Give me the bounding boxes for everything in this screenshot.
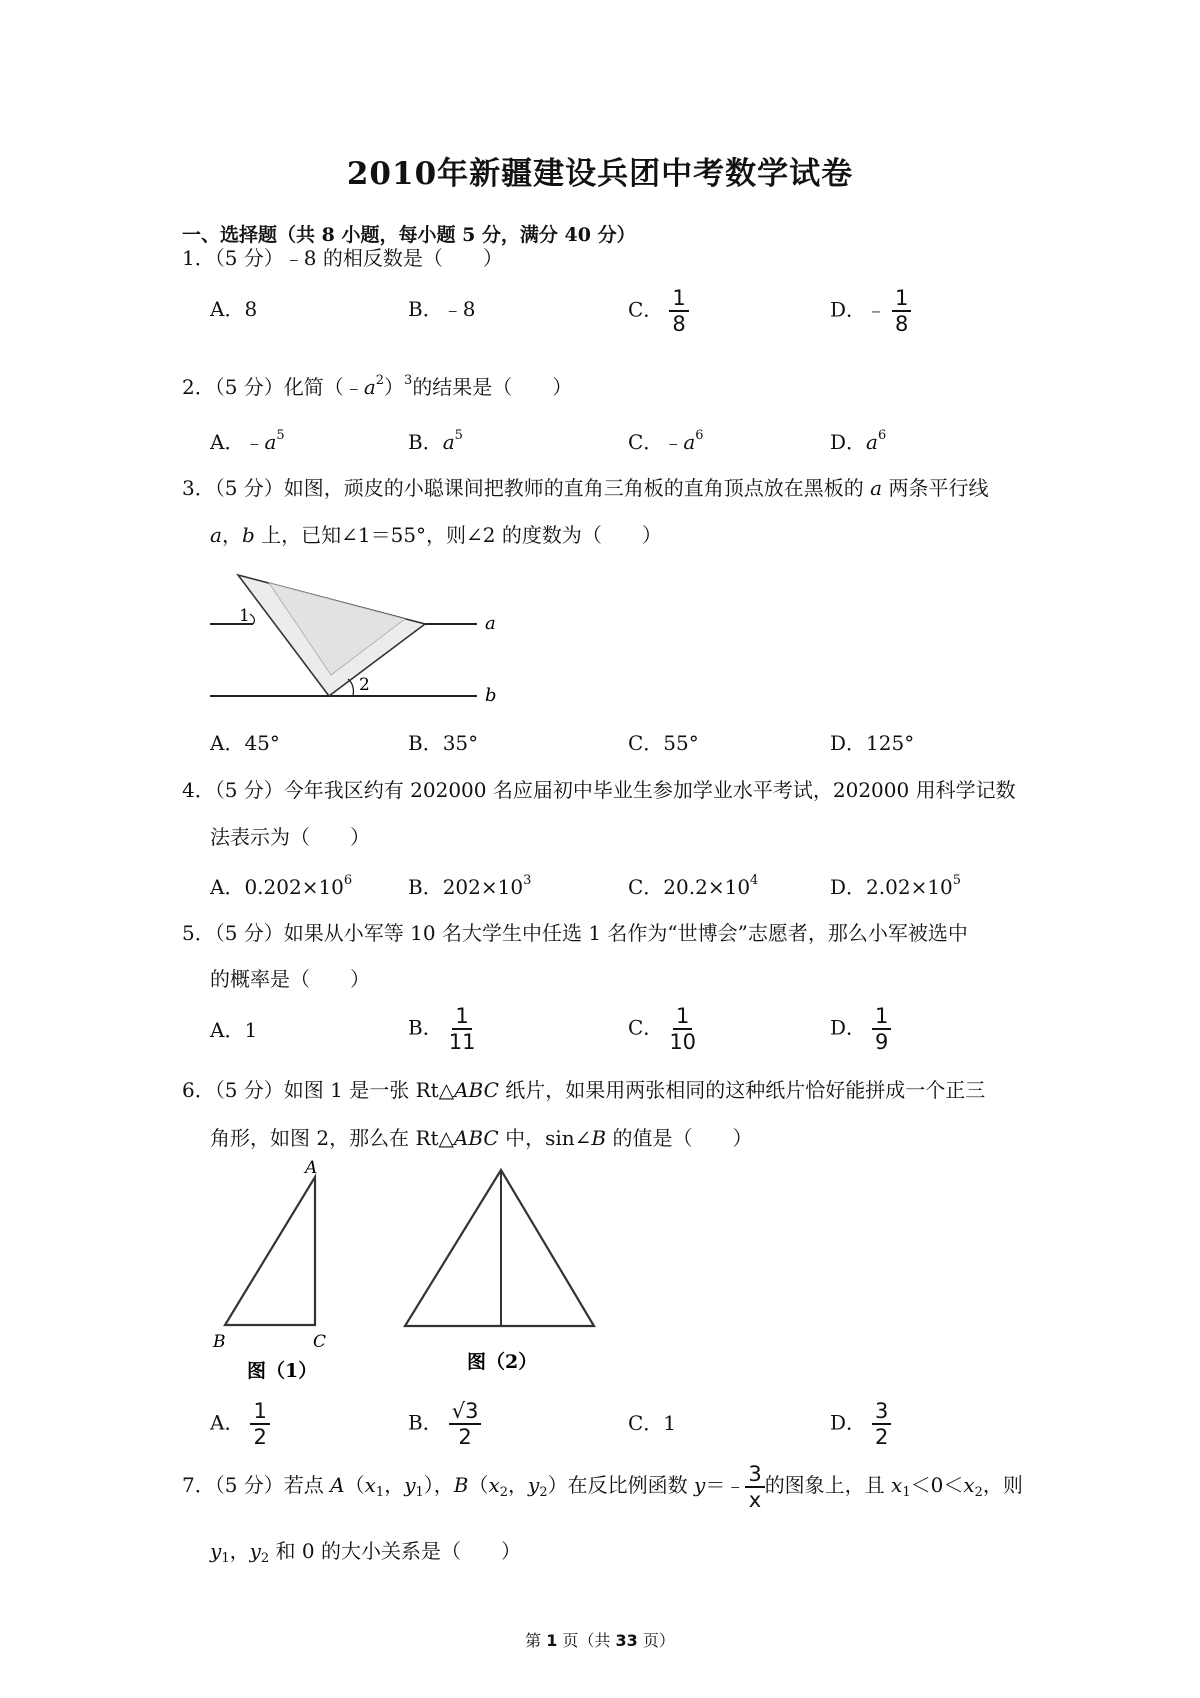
- section-heading: 一、选择题（共 8 小题，每小题 5 分，满分 40 分）: [182, 224, 636, 246]
- question-5-line-2: 的概率是（ ）: [210, 967, 370, 991]
- vertex-c-label: C: [313, 1332, 327, 1352]
- q4-option-a: A．$0.202\times 10^6$: [210, 873, 353, 899]
- question-4-line-2: 法表示为（ ）: [210, 825, 370, 849]
- page-title: 2010年新疆建设兵团中考数学试卷: [346, 156, 854, 192]
- q4-option-d: D．$2.02\times 10^5$: [830, 873, 962, 899]
- vertex-a-label: A: [305, 1158, 318, 1178]
- q3-option-c: C．55°: [628, 731, 699, 755]
- q6-option-a: A． $\frac{1}{2}$: [210, 1400, 270, 1448]
- question-6-line-1: 6．（5 分）如图 1 是一张 Rt△ABC 纸片，如果用两张相同的这种纸片恰好能拼成一个正三: [182, 1078, 986, 1102]
- q1-option-c: C． $\frac{1}{8}$: [628, 287, 689, 335]
- fraction: $\frac{1}{2}$: [250, 1400, 269, 1448]
- q2-option-c: C．$﹣a^6$: [628, 428, 704, 454]
- q2-option-b: B．$a^5$: [408, 428, 463, 454]
- page-footer: 第 1 页（共 33 页）: [525, 1631, 675, 1650]
- q5-option-b: B． $\frac{1}{11}$: [408, 1004, 476, 1054]
- question-2-stem: 2．（5 分）化简$(﹣a^2)^3$的结果是（ ）: [182, 373, 573, 399]
- figure-1-caption: 图（1）: [247, 1360, 318, 1382]
- line-a-label: a: [485, 613, 496, 634]
- question-6-line-2: 角形，如图 2，那么在 Rt△ABC 中，sin∠B 的值是（ ）: [210, 1126, 753, 1150]
- question-3-line-1: 3．（5 分）如图，顽皮的小聪课间把教师的直角三角板的直角顶点放在黑板的 a 两条平行线: [182, 476, 989, 500]
- q2-option-a: A．$﹣a^5$: [210, 428, 285, 454]
- q3-option-a: A．45°: [210, 731, 280, 755]
- q6-option-b: B． $\frac{√3}{2}$: [408, 1400, 481, 1448]
- line-b-label: b: [485, 685, 497, 706]
- fraction: $\frac{1}{11}$: [448, 1004, 476, 1054]
- vertex-b-label: B: [213, 1332, 226, 1352]
- q4-option-c: C．$20.2\times 10^4$: [628, 873, 759, 899]
- q1-option-b: B．﹣8: [408, 297, 476, 321]
- question-4-line-1: 4．（5 分）今年我区约有 202000 名应届初中毕业生参加学业水平考试，202000 用科学记数: [182, 778, 1016, 802]
- question-5-line-1: 5．（5 分）如果从小军等 10 名大学生中任选 1 名作为“世博会”志愿者，那么小军被选中: [182, 921, 968, 945]
- q3-option-b: B．35°: [408, 731, 479, 755]
- q6-option-d: D． $\frac{3}{2}$: [830, 1400, 891, 1448]
- angle-2-label: 2: [359, 675, 370, 695]
- q6-option-c: C．1: [628, 1411, 677, 1435]
- fraction: $\frac{1}{10}$: [669, 1004, 697, 1054]
- q3-figure-triangle-ruler: [205, 565, 505, 715]
- fraction: $\frac{1}{8}$: [892, 287, 911, 335]
- fraction: $\frac{1}{8}$: [669, 287, 688, 335]
- q2-option-d: D．$a^6$: [830, 428, 887, 454]
- q5-option-d: D． $\frac{1}{9}$: [830, 1005, 891, 1053]
- figure-2-caption: 图（2）: [467, 1351, 538, 1373]
- fraction: $\frac{3}{2}$: [872, 1400, 891, 1448]
- q5-option-c: C． $\frac{1}{10}$: [628, 1004, 697, 1054]
- q1-option-a: A．8: [210, 297, 258, 321]
- q3-option-d: D．125°: [830, 731, 915, 755]
- q1-option-d: D．﹣ $\frac{1}{8}$: [830, 287, 911, 335]
- fraction: $\frac{3}{x}$: [745, 1463, 764, 1511]
- angle-1-label: 1: [239, 606, 250, 626]
- question-7-line-2: $y_1$，$y_2$ 和 0 的大小关系是（ ）: [210, 1539, 521, 1566]
- q6-figure-2-equilateral-triangle: [395, 1165, 615, 1385]
- q5-option-a: A．1: [210, 1018, 258, 1042]
- question-7-line-1: 7．（5 分）若点 $A(x_1$，$y_1$），$B(x_2$，$y_2$）在反比例函数 y＝﹣ $\frac{3}{x}$ 的图象上，且 $x_1<0<x_2$，则: [182, 1461, 1023, 1512]
- q6-figure-1-right-triangle: [205, 1155, 405, 1385]
- question-3-line-2: a，b 上，已知∠1＝55°，则∠2 的度数为（ ）: [210, 523, 662, 547]
- fraction: $\frac{√3}{2}$: [449, 1400, 482, 1448]
- question-1-stem: 1．（5 分）﹣8 的相反数是（ ）: [182, 246, 503, 270]
- fraction: $\frac{1}{9}$: [872, 1005, 891, 1053]
- q4-option-b: B．$202\times 10^3$: [408, 873, 532, 899]
